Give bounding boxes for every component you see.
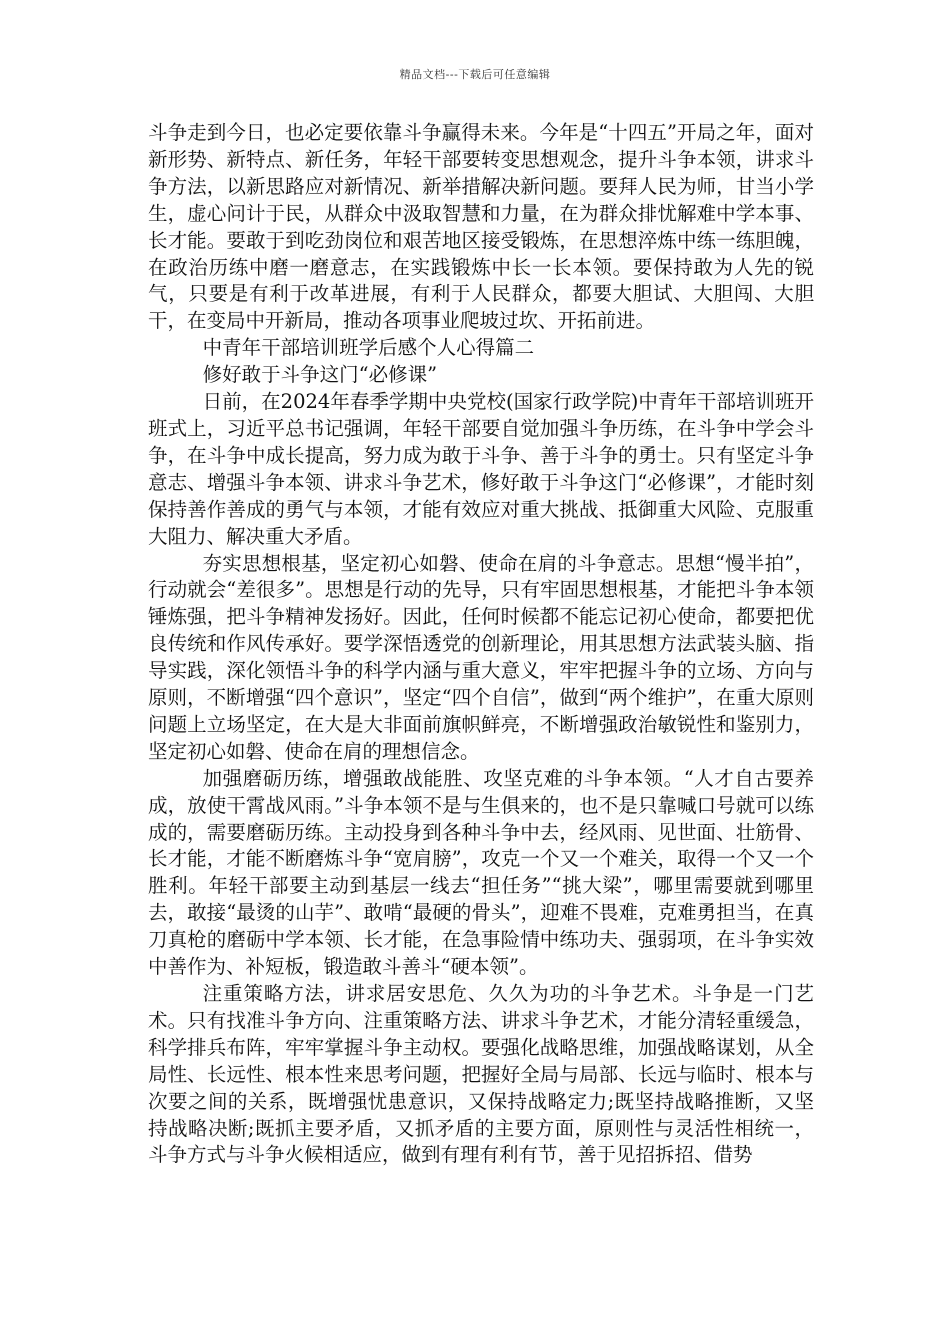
running-header: 精品文档---下载后可任意编辑	[399, 68, 551, 81]
paragraph-continuation: 斗争走到今日，也必定要依靠斗争赢得未来。今年是“十四五”开局之年，面对新形势、新特点、新任务，年轻干部要转变思想观念，提升斗争本领，讲求斗争方法，以新思路应对新情况、新举措解决新问题。要拜人民为师，甘当小学生，虚心问计于民，从群众中汲取智慧和力量，在为群众排忧解难中学本事、长才能。要敢于到吃劲岗位和艰苦地区接受锻炼，在思想淬炼中练一练胆魄，在政治历练中磨一磨意志，在实践锻炼中长一长本领。要保持敢为人先的锐气，只要是有利于改革进展，有利于人民群众，都要大胆试、大胆闯、大胆干，在变局中开新局，推动各项事业爬坡过坎、开拓前进。	[148, 121, 814, 333]
paragraph-thought-foundation: 夯实思想根基，坚定初心如磐、使命在肩的斗争意志。思想“慢半拍”，行动就会“差很多”。思想是行动的先导，只有牢固思想根基，才能把斗争本领锤炼强，把斗争精神发扬好。因此，任何时候都不能忘记初心使命，都要把优良传统和作风传承好。要学深悟透党的创新理论，用其思想方法武装头脑、指导实践，深化领悟斗争的科学内涵与重大意义，牢牢把握斗争的立场、方向与原则，不断增强“四个意识”，坚定“四个自信”，做到“两个维护”，在重大原则问题上立场坚定，在大是大非面前旗帜鲜亮，不断增强政治敏锐性和鉴别力，坚定初心如磐、使命在肩的理想信念。	[148, 551, 814, 763]
paragraph-tempering: 加强磨砺历练，增强敢战能胜、攻坚克难的斗争本领。“人才自古要养成，放使干霄战风雨。”斗争本领不是与生俱来的，也不是只靠喊口号就可以练成的，需要磨砺历练。主动投身到各种斗争中去，经风雨、见世面、壮筋骨、长才能，才能不断磨炼斗争“宽肩膀”，攻克一个又一个难关，取得一个又一个胜利。年轻干部要主动到基层一线去“担任务”“挑大梁”，哪里需要就到哪里去，敢接“最烫的山芋”、敢啃“最硬的骨头”，迎难不畏难，克难勇担当，在真刀真枪的磨砺中学本领、长才能，在急事险情中练功夫、强弱项，在斗争实效中善作为、补短板，锻造敢斗善斗“硬本领”。	[148, 766, 814, 979]
article-title: 修好敢于斗争这门“必修课”	[202, 363, 438, 387]
document-body	[148, 120, 814, 1169]
section-title: 中青年干部培训班学后感个人心得篇二	[202, 336, 535, 360]
paragraph-strategy: 注重策略方法，讲求居安思危、久久为功的斗争艺术。斗争是一门艺术。只有找准斗争方向、注重策略方法、讲求斗争艺术，才能分清轻重缓急，科学排兵布阵，牢牢掌握斗争主动权。要强化战略思维，加强战略谋划，从全局性、长远性、根本性来思考问题，把握好全局与局部、长远与临时、根本与次要之间的关系，既增强忧患意识，又保持战略定力;既坚持战略推断，又坚持战略决断;既抓主要矛盾，又抓矛盾的主要方面，原则性与灵活性相统一，斗争方式与斗争火候相适应，做到有理有利有节，善于见招拆招、借势	[148, 982, 814, 1167]
paragraph-intro: 日前，在2024年春季学期中央党校(国家行政学院)中青年干部培训班开班式上，习近平总书记强调，年轻干部要自觉加强斗争历练，在斗争中学会斗争，在斗争中成长提高，努力成为敢于斗争、善于斗争的勇士。只有坚定斗争意志、增强斗争本领、讲求斗争艺术，修好敢于斗争这门“必修课”，才能时刻保持善作善成的勇气与本领，才能有效应对重大挑战、抵御重大风险、克服重大阻力、解决重大矛盾。	[148, 390, 814, 548]
